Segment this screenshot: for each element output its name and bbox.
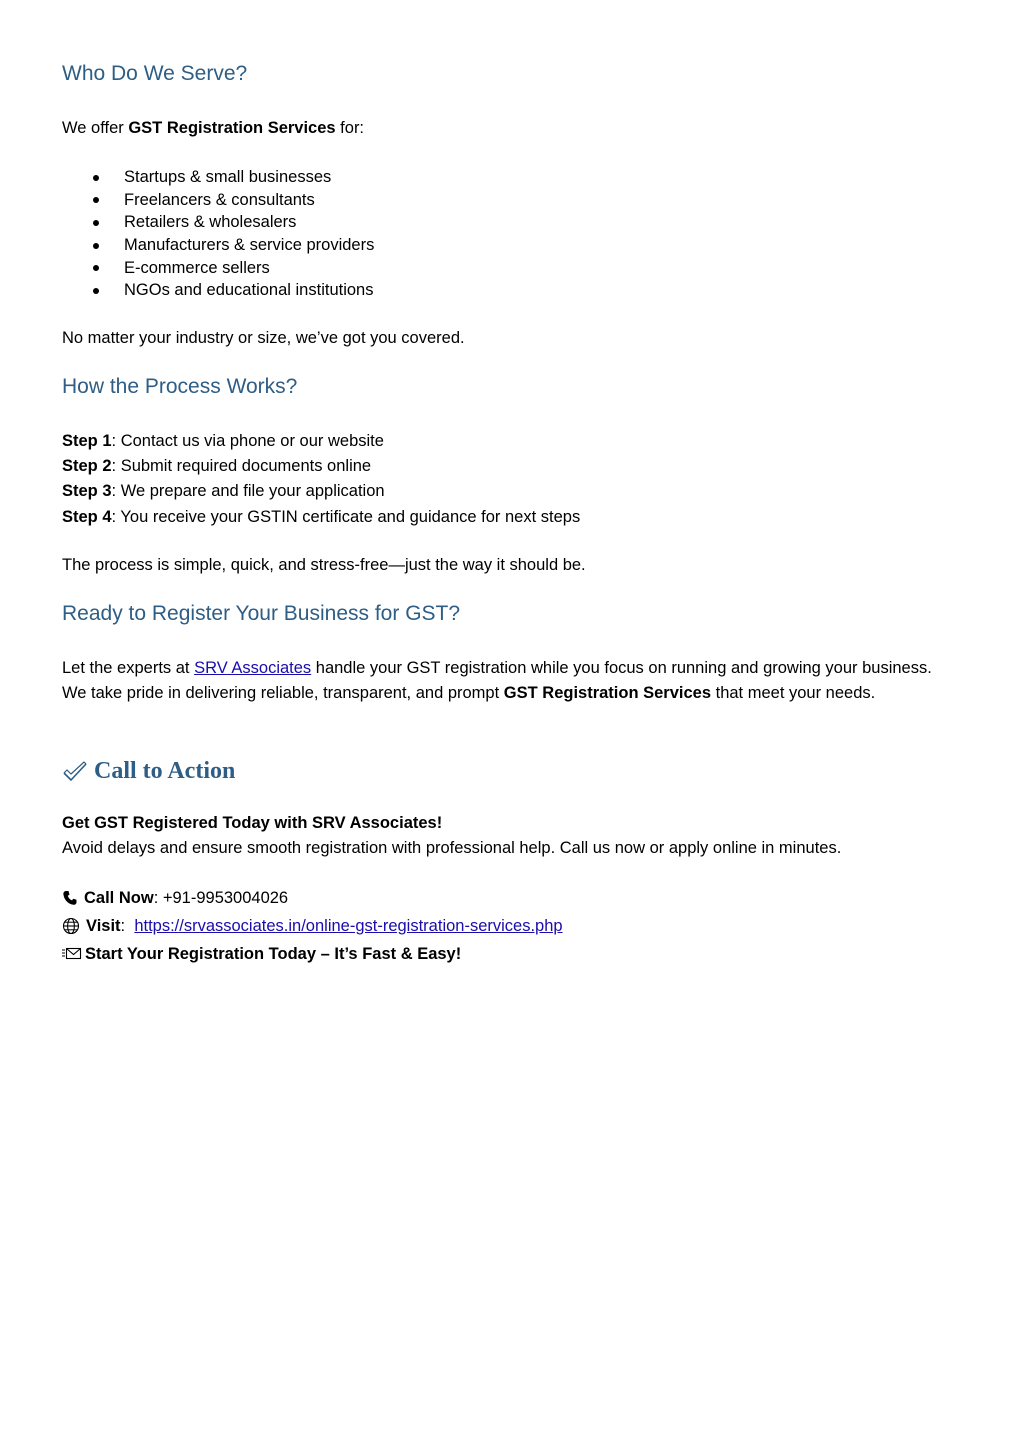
call-now-value[interactable]: : +91-9953004026 [153,889,289,907]
mail-icon [62,947,82,961]
step-label: Step 2 [62,457,112,475]
ready-text-3: that meet your needs. [711,684,876,702]
call-now-label: Call Now [84,889,154,907]
list-item-text: E-commerce sellers [124,258,270,277]
serve-intro-prefix: We offer [62,119,129,137]
cta-subheading: Get GST Registered Today with SRV Associates! [62,814,443,832]
step-2 [62,455,371,477]
bullet-icon [93,220,99,226]
bullet-icon [93,243,99,249]
final-cta-text: Start Your Registration Today – It’s Fast & Easy! [85,945,462,963]
globe-icon [62,917,80,935]
list-item-text: Retailers & wholesalers [124,213,297,232]
visit-label: Visit [86,917,121,935]
bullet-icon [93,265,99,271]
serve-intro-bold: GST Registration Services [128,119,336,137]
cta-heading-text: Call to Action [94,758,236,784]
step-label: Step 4 [62,508,112,526]
bullet-icon [93,175,99,181]
visit-line [62,915,563,937]
bullet-icon [93,288,99,294]
bullet-icon [93,197,99,203]
step-label: Step 1 [62,432,112,450]
cta-heading [62,758,235,785]
ready-text-2: handle your GST registration while you focus on running and growing your business. We take pride in delivering reliable, transparent, and prompt [62,659,932,702]
step-3 [62,480,385,502]
section-heading-serve: Who Do We Serve? [62,62,248,85]
step-text: : Submit required documents online [111,457,372,475]
visit-url-link[interactable]: https://srvassociates.in/online-gst-registration-services.php [134,917,563,935]
step-text: : We prepare and file your application [111,482,385,500]
ready-text-1: Let the experts at [62,659,195,677]
phone-icon [62,890,78,906]
list-item-text: Freelancers & consultants [124,190,315,209]
process-closing: The process is simple, quick, and stress-free—just the way it should be. [62,556,586,574]
ready-paragraph [62,656,942,706]
check-icon [62,761,88,783]
ready-bold: GST Registration Services [503,684,712,702]
serve-intro-suffix: for: [335,119,365,137]
cta-description: Avoid delays and ensure smooth registration with professional help. Call us now or apply online in minutes. [62,839,842,857]
srv-associates-link[interactable]: SRV Associates [194,659,312,677]
section-heading-process: How the Process Works? [62,375,298,398]
step-4 [62,506,580,528]
call-now-line [62,887,288,909]
list-item-text: NGOs and educational institutions [124,281,374,300]
step-1 [62,430,384,452]
step-label: Step 3 [62,482,112,500]
step-text: : You receive your GSTIN certificate and guidance for next steps [111,508,581,526]
list-item-text: Startups & small businesses [124,168,332,186]
step-text: : Contact us via phone or our website [111,432,384,450]
serve-intro [62,117,364,139]
list-item-text: Manufacturers & service providers [124,236,375,255]
final-line [62,943,461,965]
serve-closing: No matter your industry or size, we’ve got you covered. [62,329,465,347]
visit-sep: : [120,917,126,935]
section-heading-ready: Ready to Register Your Business for GST? [62,602,461,625]
